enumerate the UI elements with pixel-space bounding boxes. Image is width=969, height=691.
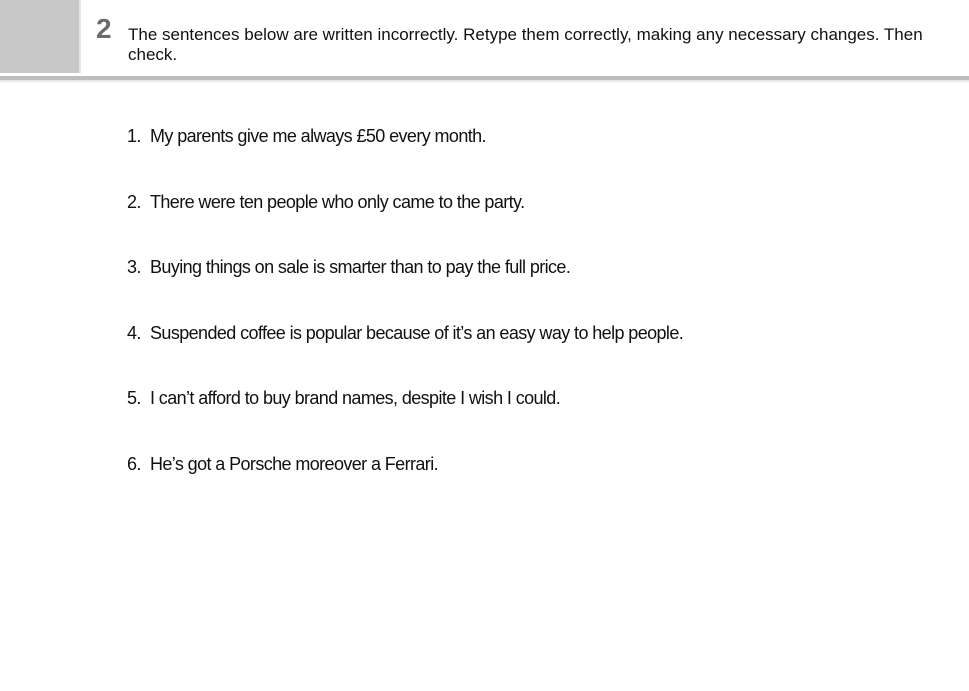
sentence-text: He’s got a Porsche moreover a Ferrari.: [150, 453, 438, 474]
sentence-number: 2.: [127, 191, 141, 212]
sentence-number: 1.: [127, 126, 141, 146]
header-shadow: [0, 80, 969, 84]
header-tab: [0, 0, 79, 73]
sentence-number: 4.: [127, 322, 141, 343]
sentence-item[interactable]: [127, 385, 683, 451]
sentence-number: 6.: [127, 453, 141, 474]
exercise-instructions: The sentences below are written incorrectly. Retype them correctly, making any necessary changes. Then check.: [128, 25, 923, 64]
sentence-text: Buying things on sale is smarter than to pay the full price.: [150, 257, 571, 277]
sentence-item[interactable]: [127, 123, 683, 189]
sentence-item[interactable]: [127, 320, 683, 386]
exercise-number: 2: [96, 13, 112, 44]
sentence-text: My parents give me always £50 every month.: [150, 126, 486, 146]
sentence-text: I can’t afford to buy brand names, despite I wish I could.: [150, 388, 561, 408]
sentence-number: 3.: [127, 257, 141, 277]
header-tab-edge: [79, 0, 81, 73]
sentence-item[interactable]: [127, 451, 683, 517]
sentence-item[interactable]: [127, 254, 683, 320]
sentence-number: 5.: [127, 388, 141, 408]
sentence-text: There were ten people who only came to the party.: [150, 191, 525, 212]
exercise-header: [0, 0, 969, 79]
sentence-text: Suspended coffee is popular because of it’s an easy way to help people.: [150, 322, 684, 343]
sentence-list: [127, 123, 683, 516]
sentence-item[interactable]: [127, 189, 683, 255]
